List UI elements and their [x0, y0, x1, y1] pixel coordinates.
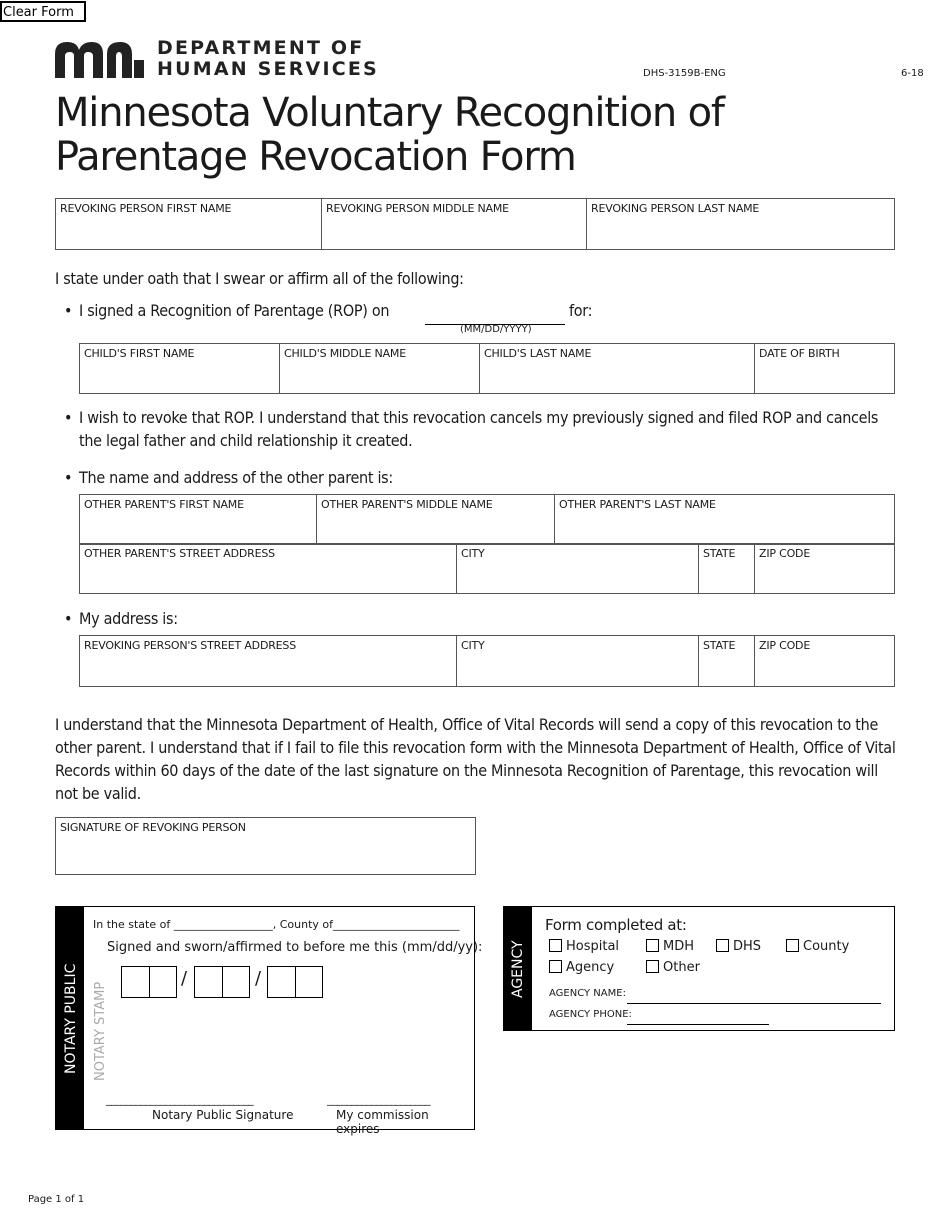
other-parent-zip-field[interactable]: ZIP CODE: [755, 544, 895, 594]
agency-heading: Form completed at:: [545, 916, 687, 934]
revoker-last-name-field[interactable]: REVOKING PERSON LAST NAME: [587, 199, 895, 250]
hospital-checkbox[interactable]: [549, 939, 562, 952]
other-checkbox[interactable]: [646, 960, 659, 973]
option-county[interactable]: [786, 939, 849, 954]
agency-phone-field[interactable]: [627, 1012, 769, 1025]
notary-state-line[interactable]: In the state of __________________, County of_______________________: [93, 918, 460, 931]
notary-date-mm-box[interactable]: [121, 966, 177, 998]
dhs-checkbox[interactable]: [716, 939, 729, 952]
revoker-name-table: [55, 198, 895, 250]
other-parent-intro: • The name and address of the other parent is:: [79, 466, 393, 489]
my-city-field[interactable]: CITY: [457, 636, 699, 687]
commission-expires-label: My commission expires: [336, 1108, 429, 1136]
my-street-field[interactable]: REVOKING PERSON'S STREET ADDRESS: [80, 636, 457, 687]
notary-side-label: NOTARY PUBLIC: [63, 963, 79, 1074]
other-parent-first-name-field[interactable]: OTHER PARENT'S FIRST NAME: [80, 495, 317, 545]
notary-signature-label: Notary Public Signature: [152, 1108, 294, 1122]
other-label: Other: [663, 960, 700, 975]
department-logo-text: [157, 38, 379, 80]
revoker-first-name-field[interactable]: REVOKING PERSON FIRST NAME: [56, 199, 322, 250]
agency-name-field[interactable]: [627, 991, 881, 1004]
county-checkbox[interactable]: [786, 939, 799, 952]
commission-expires-line[interactable]: _____________________: [327, 1093, 430, 1106]
page-title: [55, 91, 835, 179]
option-dhs[interactable]: [716, 939, 761, 954]
child-dob-field[interactable]: DATE OF BIRTH: [755, 344, 895, 394]
agency-phone-label: AGENCY PHONE:: [549, 1009, 632, 1020]
other-parent-address-table: [79, 543, 895, 594]
revoker-middle-name-field[interactable]: REVOKING PERSON MIDDLE NAME: [322, 199, 587, 250]
dept-line-1: DEPARTMENT OF: [157, 37, 365, 59]
option-other[interactable]: [646, 960, 700, 975]
oath-statement: I state under oath that I swear or affirm all of the following:: [55, 269, 464, 288]
date-format-hint: (MM/DD/YYYY): [460, 324, 532, 335]
notary-side-bar: [56, 907, 84, 1129]
agency-side-bar: [504, 907, 532, 1030]
dhs-label: DHS: [733, 939, 762, 954]
mdh-checkbox[interactable]: [646, 939, 659, 952]
my-address-intro: • My address is:: [79, 607, 178, 630]
agency-checkbox[interactable]: [549, 960, 562, 973]
notary-section: [55, 906, 483, 1136]
notary-date-dd-box[interactable]: [194, 966, 250, 998]
revoke-statement: • I wish to revoke that ROP. I understand that this revocation cancels my previously signed and filed ROP and cancels the legal father and child relationship it created.: [79, 406, 899, 452]
other-parent-last-name-field[interactable]: OTHER PARENT'S LAST NAME: [555, 495, 895, 545]
option-agency[interactable]: [549, 960, 614, 975]
agency-label: Agency: [566, 960, 615, 975]
dept-line-2: HUMAN SERVICES: [157, 58, 379, 80]
county-label: County: [803, 939, 850, 954]
revoker-signature-field[interactable]: SIGNATURE OF REVOKING PERSON: [56, 818, 476, 875]
agency-section: [503, 906, 895, 1031]
clear-form-button[interactable]: Clear Form: [0, 1, 86, 22]
title-line-1: Minnesota Voluntary Recognition of: [55, 90, 724, 136]
child-table: [79, 343, 895, 394]
mdh-label: MDH: [663, 939, 695, 954]
rop-signed-statement: [79, 299, 389, 322]
date-slash-1: /: [181, 968, 188, 989]
my-zip-field[interactable]: ZIP CODE: [755, 636, 895, 687]
understanding-statement: I understand that the Minnesota Department of Health, Office of Vital Records will send a copy of this revocation to the other parent. I understand that if I fail to file this revocation form with the Minnesota Department of Health, Office of Vital Records within 60 days of the date of the last signature on the Minnesota Recognition of Parentage, this revocation will not be valid.: [55, 715, 896, 803]
form-number: DHS-3159B-ENG: [643, 68, 726, 79]
other-parent-middle-name-field[interactable]: OTHER PARENT'S MIDDLE NAME: [317, 495, 555, 545]
option-mdh[interactable]: [646, 939, 694, 954]
agency-side-label: AGENCY: [510, 940, 526, 998]
title-line-2: Parentage Revocation Form: [55, 134, 576, 180]
rop-signed-prefix: I signed a Recognition of Parentage (ROP) on: [79, 301, 390, 320]
my-state-field[interactable]: STATE: [699, 636, 755, 687]
page-number: Page 1 of 1: [28, 1194, 85, 1205]
mn-logo-icon: [55, 40, 144, 78]
hospital-label: Hospital: [566, 939, 620, 954]
other-parent-street-field[interactable]: OTHER PARENT'S STREET ADDRESS: [80, 544, 457, 594]
my-address-table: [79, 635, 895, 687]
revision-date: 6-18: [901, 68, 924, 79]
child-last-name-field[interactable]: CHILD'S LAST NAME: [480, 344, 755, 394]
date-slash-2: /: [255, 968, 262, 989]
signature-table: [55, 817, 476, 875]
notary-stamp-label: NOTARY STAMP: [93, 981, 108, 1081]
child-middle-name-field[interactable]: CHILD'S MIDDLE NAME: [280, 344, 480, 394]
other-parent-name-table: [79, 494, 895, 545]
other-parent-city-field[interactable]: CITY: [457, 544, 699, 594]
agency-name-label: AGENCY NAME:: [549, 988, 626, 999]
notary-sworn-line: Signed and sworn/affirmed to before me this (mm/dd/yy):: [107, 940, 483, 955]
rop-signed-suffix: for:: [569, 301, 593, 320]
other-parent-state-field[interactable]: STATE: [699, 544, 755, 594]
child-first-name-field[interactable]: CHILD'S FIRST NAME: [80, 344, 280, 394]
option-hospital[interactable]: [549, 939, 619, 954]
notary-signature-line[interactable]: ______________________________: [106, 1093, 254, 1106]
notary-date-yy-box[interactable]: [267, 966, 323, 998]
